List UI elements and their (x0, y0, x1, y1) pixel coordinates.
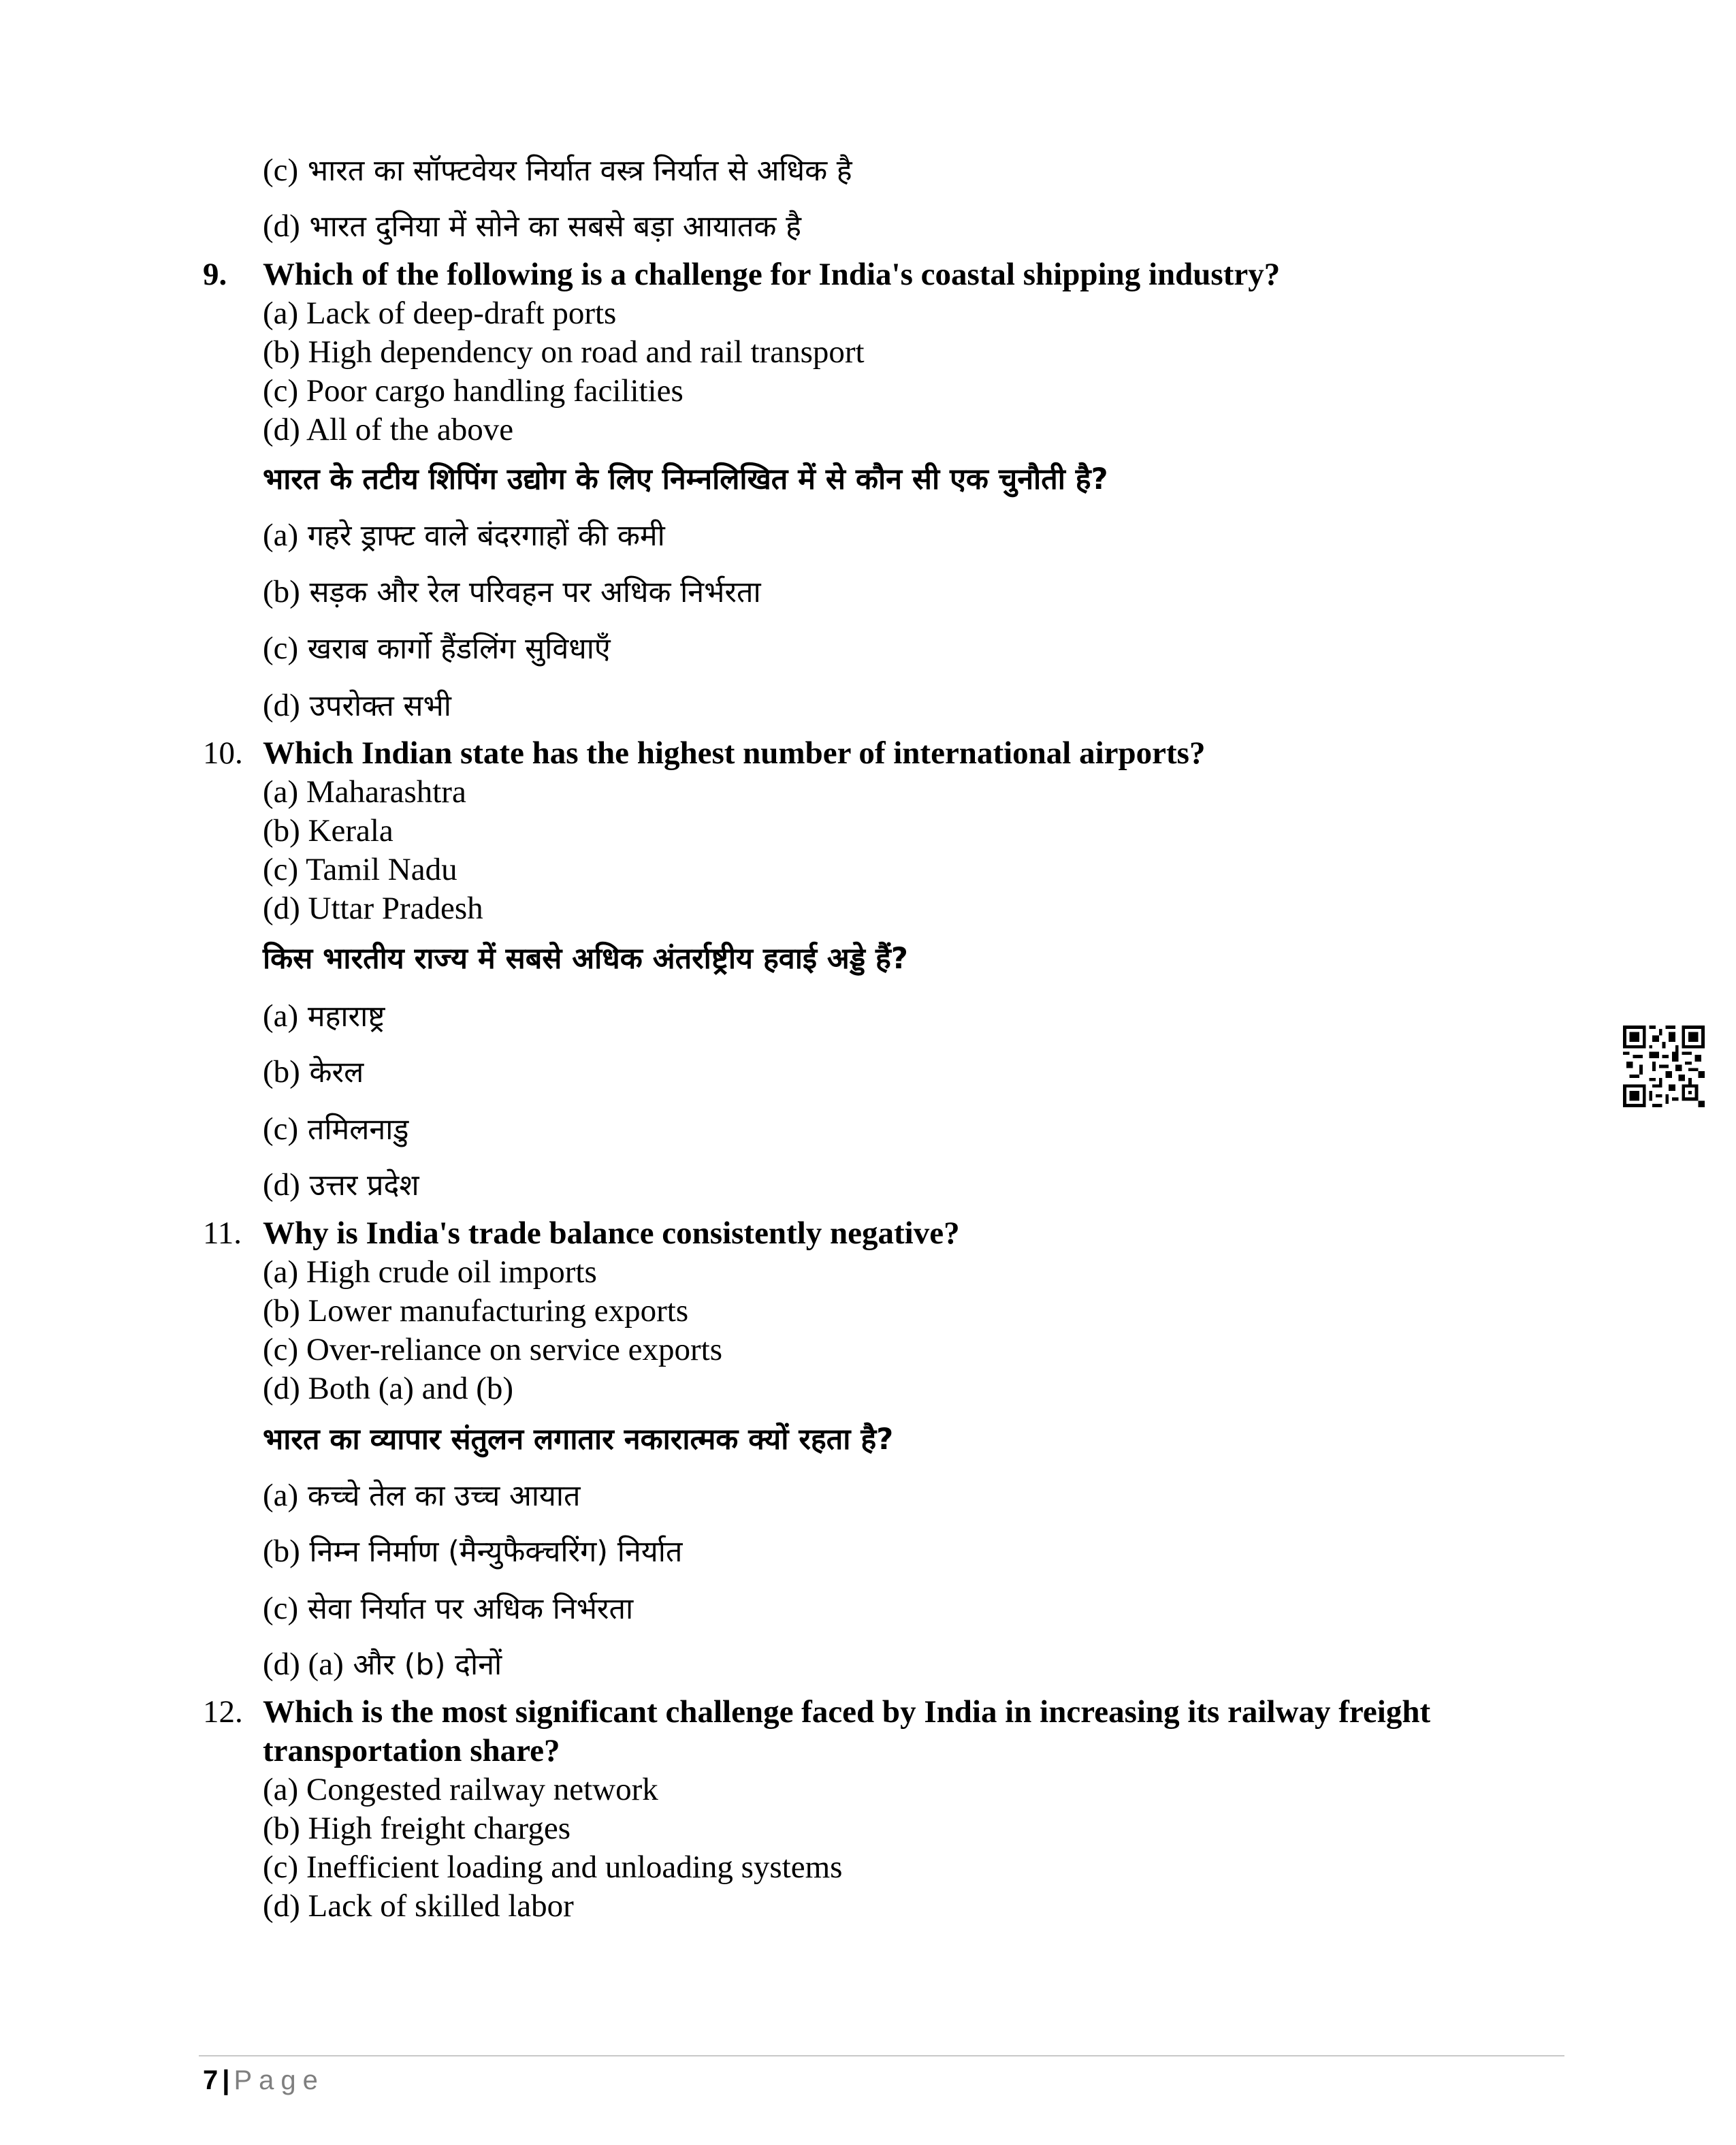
intro-option-c: (c) भारत का सॉफ्टवेयर निर्यात वस्त्र निर्यात से अधिक है (263, 153, 852, 188)
option: (a) Maharashtra (263, 774, 466, 810)
question-11-hi: भारत का व्यापार संतुलन लगातार नकारात्मक क्यों रहता है? (263, 1423, 894, 1457)
option: (b) Kerala (263, 813, 393, 848)
footer-divider (199, 2055, 1564, 2056)
option: (d) Uttar Pradesh (263, 891, 483, 926)
option-hi: (d) उत्तर प्रदेश (263, 1167, 419, 1203)
option-hi: (c) सेवा निर्यात पर अधिक निर्भरता (263, 1591, 634, 1626)
option-hi: (c) तमिलनाडु (263, 1111, 409, 1147)
option-hi: (a) महाराष्ट्र (263, 998, 385, 1034)
option-hi: (a) गहरे ड्राफ्ट वाले बंदरगाहों की कमी (263, 518, 665, 553)
question-10-en: Which Indian state has the highest number of international airports? (263, 735, 1206, 771)
question-9-en: Which of the following is a challenge for India's coastal shipping industry? (263, 257, 1281, 292)
qr-code-icon (1623, 1026, 1705, 1107)
page-label: Page (234, 2065, 325, 2095)
question-number: 10. (203, 735, 243, 771)
option-hi: (b) निम्न निर्माण (मैन्युफैक्चरिंग) निर्यात (263, 1534, 683, 1569)
option: (b) High freight charges (263, 1811, 571, 1846)
option: (c) Tamil Nadu (263, 852, 457, 887)
option: (c) Inefficient loading and unloading systems (263, 1849, 843, 1885)
question-12-en-line-2: transportation share? (263, 1733, 560, 1768)
option: (c) Poor cargo handling facilities (263, 373, 684, 409)
option-hi: (d) (a) और (b) दोनों (263, 1647, 502, 1682)
option: (b) High dependency on road and rail transport (263, 334, 865, 370)
page-footer (203, 2062, 325, 2099)
footer-separator: | (222, 2065, 230, 2095)
option: (a) Lack of deep-draft ports (263, 296, 617, 331)
question-10-hi: किस भारतीय राज्य में सबसे अधिक अंतर्राष्ट्रीय हवाई अड्डे हैं? (263, 942, 908, 976)
question-9-hi: भारत के तटीय शिपिंग उद्योग के लिए निम्नलिखित में से कौन सी एक चुनौती है? (263, 462, 1108, 496)
option: (d) Both (a) and (b) (263, 1371, 514, 1406)
option-hi: (a) कच्चे तेल का उच्च आयात (263, 1478, 581, 1513)
question-number: 12. (203, 1694, 243, 1730)
option: (b) Lower manufacturing exports (263, 1293, 689, 1329)
option: (d) All of the above (263, 412, 514, 447)
option-hi: (b) सड़क और रेल परिवहन पर अधिक निर्भरता (263, 574, 761, 609)
option-hi: (c) खराब कार्गो हैंडलिंग सुविधाएँ (263, 631, 611, 666)
option: (d) Lack of skilled labor (263, 1888, 574, 1924)
option: (a) High crude oil imports (263, 1254, 597, 1290)
intro-option-d: (d) भारत दुनिया में सोने का सबसे बड़ा आयातक है (263, 208, 801, 244)
option-hi: (b) केरल (263, 1054, 364, 1090)
question-number: 9. (203, 257, 227, 292)
question-11-en: Why is India's trade balance consistently negative? (263, 1216, 960, 1251)
option: (a) Congested railway network (263, 1772, 658, 1807)
question-12-en-line-1: Which is the most significant challenge faced by India in increasing its railway freight (263, 1694, 1431, 1730)
page-number: 7 (203, 2065, 219, 2095)
option: (c) Over-reliance on service exports (263, 1332, 722, 1367)
option-hi: (d) उपरोक्त सभी (263, 688, 451, 723)
question-number: 11. (203, 1216, 242, 1251)
